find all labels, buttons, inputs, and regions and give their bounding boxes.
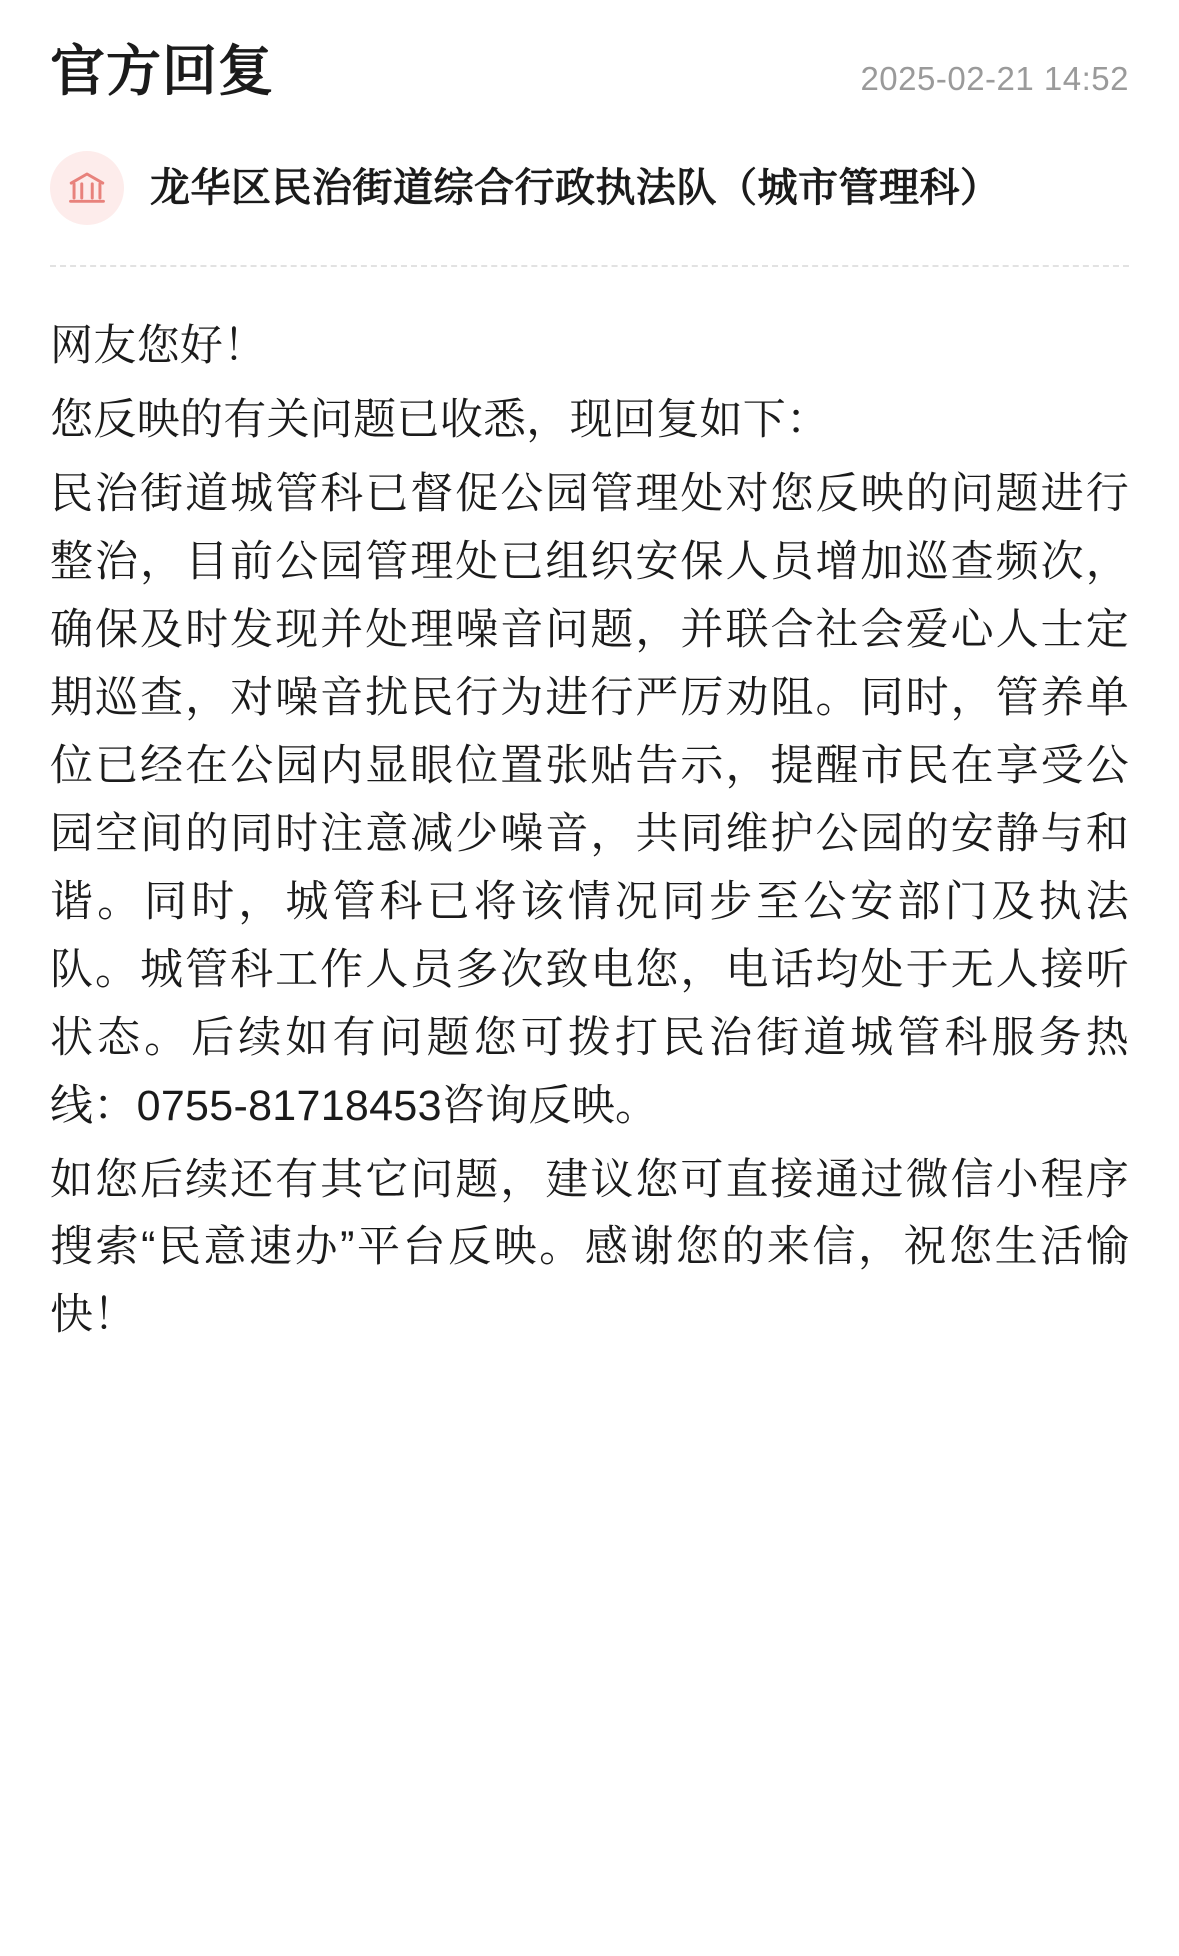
reply-body — [46, 313, 1133, 1350]
bank-icon — [50, 151, 124, 225]
section-divider — [50, 265, 1129, 267]
department-row — [46, 151, 1133, 225]
reply-paragraph-main: 民治街道城管科已督促公园管理处对您反映的问题进行整治，目前公园管理处已组织安保人员增加巡查频次，确保及时发现并处理噪音问题，并联合社会爱心人士定期巡查，对噪音扰民行为进行严厉劝阻。同时，管养单位已经在公园内显眼位置张贴告示，提醒市民在享受公园空间的同时注意减少噪音，共同维护公园的安静与和谐。同时，城管科已将该情况同步至公安部门及执法队。城管科工作人员多次致电您，电话均处于无人接听状态。后续如有问题您可拨打民治街道城管科服务热线：0755-81718453咨询反映。 — [50, 470, 1129, 1130]
reply-paragraph-intro: 您反映的有关问题已收悉，现回复如下： — [50, 396, 830, 445]
reply-timestamp: 2025-02-21 14:52 — [860, 60, 1129, 97]
page-title: 官方回复 — [50, 40, 275, 102]
department-name: 龙华区民治街道综合行政执法队（城市管理科） — [150, 166, 1001, 211]
reply-paragraph-greeting: 网友您好！ — [50, 322, 267, 371]
reply-paragraph-closing: 如您后续还有其它问题，建议您可直接通过微信小程序搜索“民意速办”平台反映。感谢您的来信，祝您生活愉快！ — [50, 1155, 1129, 1340]
reply-header — [46, 34, 1133, 103]
